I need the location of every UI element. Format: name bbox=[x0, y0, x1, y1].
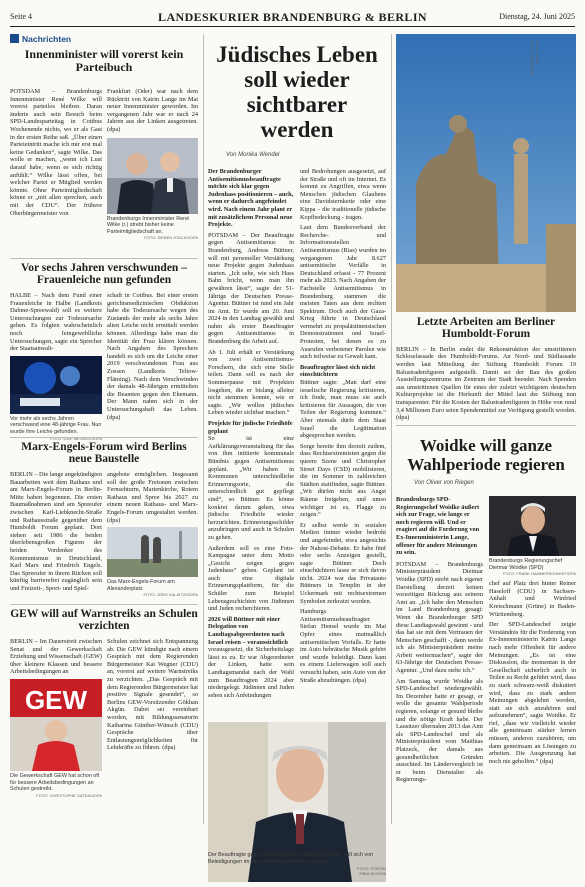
credit-gew: FOTO: CHRISTOPHE GATEAU/DPA bbox=[36, 792, 102, 798]
article-gew bbox=[10, 608, 198, 818]
photo-police bbox=[10, 356, 102, 414]
gew-sign: GEW bbox=[24, 684, 88, 715]
body-juedisch-10: Er selbst werde in sozialen Medien immer wieder bedroht und angefeindet, etwa angesichts der Nahost-Debatte. Er habe fünf oder sechs Anzeigen gestellt, sagte Büttner. Doch einschüchtern lasse er sich davon nicht. 2024 war das Privatauto Büttners in Templin in der Uckermark mit rechtsextremen Symbolen zerkratzt worden. bbox=[300, 521, 386, 605]
body-juedisch-9: Sorge bereite ihm derzeit zudem, dass Rechtsextremisten gegen die queere Szene und Christopher Street Days (CSD) mobilisieren, die im Sommer in zahlreichen Städten stattfinden, sagte Büttner. „Wir dürfen nicht aus Angst Räume freigeben, und umso wichtiger ist es, Flagge zu zeigen.“ bbox=[300, 442, 386, 519]
credit-frauenleiche: FOTO: UWE MESSLER/DPA bbox=[50, 435, 102, 441]
photo-gew bbox=[10, 679, 102, 771]
body-woidke-4: Der SPD-Landeschef zeigte Verständnis für die Forderung von Ex-Innenministerin Katrin Lange nach mehr Offenheit für andere Meinungen. „Es ist eine Diskussion, die momentan in der Gesellschaft sicherlich auch in Teilen zu Recht geführt wird, dass zu stark schwarz-weiß diskutiert wird, dass zu stark andere Meinungen abgelehnt werden, statt sie sich anzuhören und aufzunehmen“, sagte Woidke. Er rief, „dass wir vielleicht wieder alle gemeinsam stärker lernen müssen, anderen zuzuhören, um dann gemeinsam an Lösungen zu arbeiten. Die Ausgrenzung hat noch nie geholfen.“ (dpa) bbox=[489, 621, 576, 765]
page-number: Seite 4 bbox=[10, 12, 32, 21]
body-juedisch-4: Außerdem soll es eine Foto-Kampagne unter dem Motto „Gesicht zeigen gegen Judenhass“ geben. Geplant ist auch eine digitale Erinnerungsplattform, für die Schüler zum Beispiel Lebensgeschichten von Jüdinnen und Juden recherchieren. bbox=[208, 544, 294, 613]
body-gew-1: BERLIN – Im Dauerstreit zwischen Senat und der Gewerkschaft Erziehung und Wissenschaft (GEW) über kleinere Klassen und bessere Arbeitsbedingungen an bbox=[10, 638, 102, 676]
credit-humboldt: FOTO: JÖRG CARSTENSEN/DPA bbox=[530, 40, 540, 77]
article-frauenleiche bbox=[10, 262, 198, 441]
photo-wilke-image bbox=[107, 138, 198, 214]
square-icon bbox=[10, 34, 19, 43]
headline-frauenleiche: Vor sechs Jahren verschwunden – Frauenleiche nun gefunden bbox=[21, 262, 187, 287]
headline-juedisch: Jüdisches Leben soll wieder sichtbarer werden bbox=[216, 42, 378, 142]
body-woidke-2: Am Samstag wurde Woidke als SPD-Landeschef wiedergewählt. Im Dezember hatte er gesagt, er wolle die gesamte Wahlperiode regieren, solange er gesund bleibe und die nötige Kraft habe. Der Lausitzer übernahm 2013 das Amt als SPD-Landeschef und als Ministerpräsident vom Matthias Platzeck, der damals aus gesundheitlichen Gründen ausschied. Im Ländervergleich ist er beim Dienstalter als Regierungs- bbox=[396, 677, 483, 784]
subhead-israel: 2026 will Büttner mit einer Delegation von Landtagsabgeordneten nach Israel reisen – voraussichtlich bbox=[208, 615, 288, 646]
photo-woidke-image bbox=[489, 496, 576, 556]
body-juedisch-7: Laut dem Bundesverband der Recherche- und Informationsstellen Antisemitismus (Rias) wurden im vergangenen Jahr 8.627 antisemitische Vorfälle in Deutschland erfasst - 77 Prozent mehr als 2023. Nach Angaben der Fachstelle Antisemitismus in Brandenburg stammen die meisten Taten aus dem rechten Spektrum. Doch auch der Gaza-Krieg führte in Deutschland vermehrt zu propalästinensischen Demonstrationen und Israel-Protesten, bei denen es zu Ausrufen verbotener Parolen wie auch teilweise zu Gewalt kam. bbox=[300, 224, 386, 361]
body-marx-2: angebote ermöglichen. Insgesamt soll der große Freiraum zwischen Fernsehturm, Marienkirche, Rotem Rathaus und Spree bis 2027 zu einem neuen Rathaus- und Marx-Engels-Forum umgestaltet werden. (dpa) bbox=[107, 471, 198, 524]
body-gew-2: Schulen zeichnet sich Entspannung ab. Die GEW kündigte nach einem Gespräch mit dem Regierenden Bürgermeister Kai Wegner (CDU) an, vorerst auf weitere Warnstreiks zu verzichten. „Das Gespräch mit dem Regierenden Bürgermeister hat positive Signale gesendet“, so Berlins GEW-Vorsitzender Gökhan Akgün. Dabei sei vereinbart worden, mit Bildungssenatorin Katharina Günther-Wünsch (CDU) Gespräche über Entlastungsmöglichkeiten für Lehrkräfte zu führen. (dpa) bbox=[107, 638, 198, 752]
body-woidke-3: chef auf Platz drei hinter Reiner Haseloff (CDU) in Sachsen-Anhalt und Winfried Kretschmann (Grüne) in Baden-Württemberg. bbox=[489, 580, 576, 618]
author-woidke: Von Oliver von Riegen bbox=[414, 480, 474, 486]
caption-gew: Die Gewerkschaft GEW hat schon oft für bessere Arbeitsbedingungen an Schulen gestreikt. bbox=[10, 772, 100, 793]
photo-gew-image bbox=[10, 679, 102, 771]
photo-humboldt-image bbox=[396, 34, 576, 312]
body-juedisch-3: So ist eine Aufklärungsveranstaltung für das von ihm initiierte kommunale Bündnis gegen Antisemitismus geplant. „Wir haben in Kommunen unterschiedliche Erinnerungsorte, die unterschiedlich gut gepflegt sind“, so Büttner. Es könne konkret darum gehen, etwa jüdische Friedhöfe wieder herzurichten. Erinnerungsschilder anzubringen und auch in Schulen zu gehen. bbox=[208, 435, 294, 541]
body-juedisch-2: Ab 1. Juli erhält er Verstärkung von zwei Antisemitismus-Forschern, die sich eine Stelle teilen. Dann soll es nach der Sommerpause mit Projekten losgehen, die er bislang alleine nicht stemmen konnte, wie er sagte. „Wir wollen jüdisches Leben wieder sichtbar machen.“ bbox=[208, 348, 294, 417]
body-wilke-1: POTSDAM – Brandenburgs Innenminister René Wilke will vorerst parteilos bleiben. Daran änderte auch sein Besuch beim SPD-Landesparteitag in Cottbus Wochenende nichts, wo er als Gast in der ersten Reihe saß. „Über einen Parteieintritt mache ich mir erst mal keine Gedanken“, sagte Wilke. Das wolle er machen, „wenn ich Lust darauf habe, wenn es sich richtig anfühlt.“ Wilke lässt offen, bei welcher Partei er Mitglied werden könnte. Ohne Parteimitgliedschaft könne er „mit allen sprechen, auch mit der CDU“. Der frühere Oberbürgermeister von bbox=[10, 88, 102, 217]
body-juedisch-8: Büttner sagte: „Man darf eine israelische Regierung kritisieren, ich finde, man muss sie auch kritisieren für Aussagen, die von Teilen der Regierung kommen.“ Aber niemals dürfe dem Staat Israel die Legitimation abgesprochen werden. bbox=[300, 379, 386, 440]
caption-marx: Das Marx-Engels-Forum am Alexanderplatz bbox=[107, 579, 175, 592]
caption-frauenleiche: Vor mehr als sechs Jahren verschwand eine 48-jährige Frau. Nun wurde ihre Leiche gefunden. bbox=[10, 415, 102, 435]
body-juedisch-6: und Bedrohungen ausgesetzt, auf der Straße und oft im Internet. Es kommt zu Angriffen, etwa wenn Menschen jüdischen Glaubens eine Davidsternkette oder eine Kippa - die traditionelle jüdische Kopfbedeckung - tragen. bbox=[300, 168, 386, 221]
headline-gew: GEW will auf Warnstreiks an Schulen verzichten bbox=[10, 608, 198, 633]
photo-marx-engels-image bbox=[107, 527, 198, 577]
lead-woidke: Brandenburgs SPD-Regierungschef Woidke äußert sich zur Frage, wie lange er noch regieren will. Und er reagiert auf die Forderung von Ex-Innenministerin Lange, offener für andere Meinungen zu sein. bbox=[396, 496, 480, 557]
issue-date: Dienstag, 24. Juni 2025 bbox=[499, 12, 575, 21]
body-juedisch-5: vorausgesetzt, die Sicherheitslage lässt es zu. Er war Abgeordneter der Linken, hatte sein Landtagsmandat nach der Wahl zum Beauftragten 2024 aber niedergelegt. Jüdinnen und Juden sehen sich Anfeindungen bbox=[208, 646, 294, 699]
article-woidke bbox=[396, 430, 576, 830]
body-frauenleiche-2: schaft in Cottbus. Bei einer ersten gerichtsmedizinischen Obduktion habe die Todesursache wegen des Zustands der mehr als sechs Jahre alten Leiche nicht ermittelt werden können. Allerdings habe man die Identität der Frau klären können. Nach Angaben des Sprechers handelt es sich um die Leiche einer 2019 verschwundenen Frau aus Zossen (Landkreis Teltow-Fläming). Nach dem Verschwinden der damals 48-Jährigen ermittelten die Beamten gegen den Ehemann. Der Mann nahm sich in der Untersuchungshaft das Leben. (dpa) bbox=[107, 292, 198, 421]
article-humboldt bbox=[396, 316, 576, 422]
author-juedisch: Von Monika Wendel bbox=[226, 152, 280, 158]
body-juedisch-11: Hamburgs Antisemitismusbeauftragter Stefan Hensel wurde im Mai Opfer eines mutmaßlich antisemitischen Vorfalls. Er hatte im Auto hebräische Musik gehört und wurde beleidigt. Dann kam es einem Lieferwagen soll auch versucht haben, sein Auto von der Straße abzudrängen. (dpa) bbox=[300, 608, 386, 684]
lead-juedisch: Der Brandenburger Antisemitismusbeauftragte möchte sich klar gegen Judenhass positionieren – auch, wenn er dadurch angefeindet wird. Nach einem Jahr plant er mit zusätzlichem Personal neue Projekte. bbox=[208, 168, 294, 229]
credit-buettner: FOTO: STEFAN ZIBULSKI/DPA bbox=[357, 866, 386, 876]
article-juedisches-leben bbox=[208, 34, 386, 834]
headline-wilke: Innenminister will vorerst kein Parteibuch bbox=[24, 47, 184, 74]
credit-marx: FOTO: JÖRG KALAITZIS/DPA bbox=[143, 592, 198, 598]
caption-wilke: Brandenburgs Innenminister René Wilke (r.) strebt bisher keine Parteimitgliedschaft an. bbox=[107, 215, 190, 235]
headline-humboldt: Letzte Arbeiten am Berliner Humboldt-Forum bbox=[416, 316, 556, 341]
photo-wilke bbox=[107, 138, 198, 214]
body-humboldt: BERLIN – In Berlin endet die Rekonstruktion der umstrittenen Schlossfassade des Humboldt-Forums. An Nord- und Südfassade werden laut Mitteilung der Stiftung Humboldt Forum 19 Balustradenfiguren aufgestellt. Damit sei der Bau des großen Ausstellungszentrums im Zentrum der Stadt beendet. Nach Spenden aus umstrittenen Quellen für eines der zuletzt wichtigsten deutschen Kulturprojekte ist die Herkunft der Mittel laut der Stiftung nun transparenter. Für die Kosten der Balustradenfiguren in Höhe von rund 3,4 Millionen Euro seien Spendenmittel zur Verfügung gestellt worden. (dpa) bbox=[396, 345, 577, 422]
subhead-friedhoefe: Projekte für jüdische Friedhöfe geplant bbox=[208, 420, 293, 435]
body-marx-1: BERLIN – Die lange angekündigten Bauarbeiten weit dem Rathaus und am Marx-Engels-Forum in Berlin-Mitte haben begonnen. Die ersten Baumaßnahmen sind am Spreeufer zwischen Karl-Liebknecht-Straße und Rathausstraße gegenüber dem Humboldt Forum geplant. Dort stehen seit 1986 die beiden überlebensgroßen Figuren der beiden Vordenker des Kommunismus in Deutschland, Karl Marx und Friedrich Engels. Das Spreeufer in ihrem Rücken soll künftig barrierefrei zugänglich sein und Freizeit-, Sport- und Spiel- bbox=[10, 471, 102, 592]
article-wilke bbox=[10, 34, 198, 256]
section-kicker: Nachrichten bbox=[10, 34, 198, 44]
caption-buettner: Der Beauftragte gegen Antisemitismus, Andreas Büttner, will sich von Beleidigungen im Netz nicht einschüchtern lassen. bbox=[208, 852, 374, 865]
headline-marx: Marx-Engels-Forum wird Berlins neue Baustelle bbox=[21, 441, 187, 466]
photo-humboldt bbox=[396, 34, 576, 312]
caption-woidke: Brandenburgs Regierungschef Dietmar Woidke (SPD) bbox=[489, 558, 563, 571]
body-frauenleiche-1: HALBE – Nach dem Fund einer Frauenleiche in Halbe (Landkreis Dahme-Spreewald) soll es weitere Untersuchungen zur Todesursache geben. Es folgten wahrscheinlich noch feingeweblliche Untersuchungen, sagte ein Sprecher der Staatsanwalt- bbox=[10, 292, 102, 353]
subhead-einschuechtern: Beauftragter lässt sich nicht einschüchtern bbox=[300, 363, 376, 379]
newspaper-title: LANDESKURIER BRANDENBURG & BERLIN bbox=[158, 10, 427, 24]
photo-marx-engels bbox=[107, 527, 198, 577]
article-marx-engels bbox=[10, 441, 198, 601]
credit-woidke: FOTO: FRANK HAMMERSCHMIDT/DPA bbox=[503, 571, 576, 577]
body-juedisch-1: POTSDAM – Der Beauftragte gegen Antisemitismus in Brandenburg, Andreas Büttner, will mit personeller Verstärkung neue Projekte gegen Judenhass starten. „Ich sehe, wie sich Hass Bahn bricht, wenn man ihn gewähren lässt“, sagte der 51-Jährige der Deutschen Presse-Agentur. Büttner ist rund ein Jahr im Amt. Er wurde am 20. Juni 2024 in den Landtag gewählt und nahm als erster Beauftragter gegen Antisemitismus in Brandenburg die Arbeit auf. bbox=[208, 231, 294, 346]
headline-woidke: Woidke will ganze Wahlperiode regieren bbox=[407, 436, 565, 474]
page-header bbox=[10, 9, 575, 27]
photo-police-image bbox=[10, 356, 102, 414]
body-woidke-1: POTSDAM – Brandenburgs Ministerpräsident Dietmar Woidke (SPD) strebt nach eigener Darstellung derzeit keinen vorzeitigen Rückzug aus seinem Amt an. „Ich habe den Menschen im Land Brandenburg gesagt: Wenn die Brandenburger SPD diese Landtagswahl gewinnt - und das hat sie mit dem Vertrauen der Menschen geschafft -, dann werde ich als Ministerpräsident meine Arbeit weitermachen“, sagte der 63-Jährige der Deutschen Presse-Agentur. „Und dazu stehe ich.“ bbox=[396, 560, 483, 675]
photo-woidke bbox=[489, 496, 576, 556]
body-wilke-2: Frankfurt (Oder) war nach dem Rücktritt von Katrin Lange im Mai neuer Innenminister geworden. Im vergangenen Jahr war er nach 24 Jahren aus der Linken ausgetreten. (dpa) bbox=[107, 88, 198, 133]
credit-wilke: FOTO: SIEBEN STACKS/DPA bbox=[144, 235, 198, 241]
